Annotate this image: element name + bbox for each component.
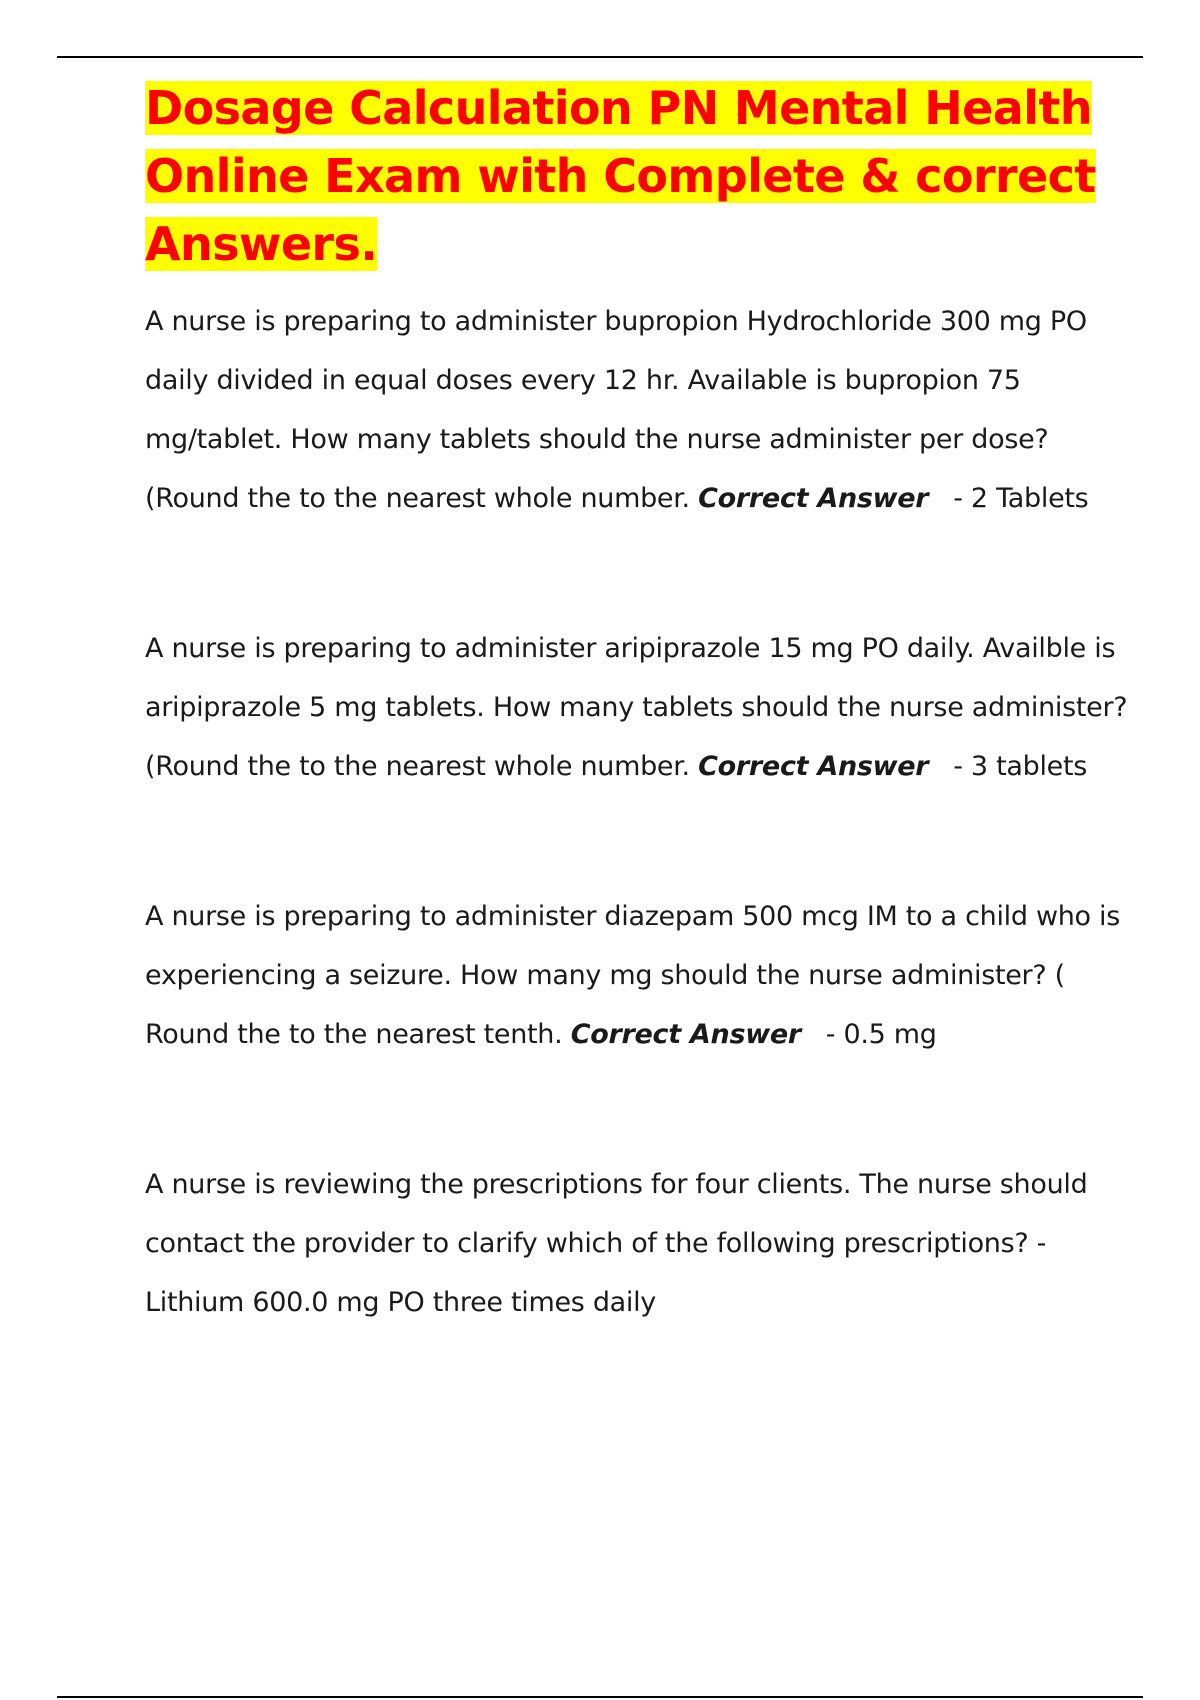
top-rule bbox=[57, 56, 1143, 58]
document-title-text: Dosage Calculation PN Mental Health Online Exam with Complete & correct Answers. bbox=[145, 81, 1096, 271]
question-1-answer: - 2 Tablets bbox=[944, 483, 1089, 514]
question-2-answer: - 3 tablets bbox=[944, 751, 1088, 782]
question-2-answer-label: Correct Answer bbox=[698, 751, 929, 782]
question-4 bbox=[145, 1155, 1145, 1332]
document-title bbox=[145, 74, 1145, 278]
question-4-text: A nurse is reviewing the prescriptions for four clients. The nurse should contact the provider to clarify which of the following prescriptions? - Lithium 600.0 mg PO three times daily bbox=[145, 1169, 1088, 1318]
question-3-answer-label: Correct Answer bbox=[570, 1019, 801, 1050]
question-3-answer: - 0.5 mg bbox=[817, 1019, 937, 1050]
question-1-text: A nurse is preparing to administer bupropion Hydrochloride 300 mg PO daily divided in equal doses every 12 hr. Available is bupropion 75 mg/tablet. How many tablets should the nurse administer per dose? (Round the to the nearest whole number. bbox=[145, 306, 1087, 514]
question-3 bbox=[145, 887, 1145, 1064]
question-3-text: A nurse is preparing to administer diazepam 500 mcg IM to a child who is experiencing a seizure. How many mg should the nurse administer? ( Round the to the nearest tenth. bbox=[145, 901, 1121, 1050]
question-1-answer-label: Correct Answer bbox=[698, 483, 929, 514]
bottom-rule bbox=[57, 1696, 1143, 1698]
question-1 bbox=[145, 292, 1145, 528]
question-2 bbox=[145, 619, 1145, 796]
question-2-text: A nurse is preparing to administer aripiprazole 15 mg PO daily. Availble is aripiprazole 5 mg tablets. How many tablets should the nurse administer?(Round the to the nearest whole number. bbox=[145, 633, 1128, 782]
document-body bbox=[145, 74, 1145, 1332]
